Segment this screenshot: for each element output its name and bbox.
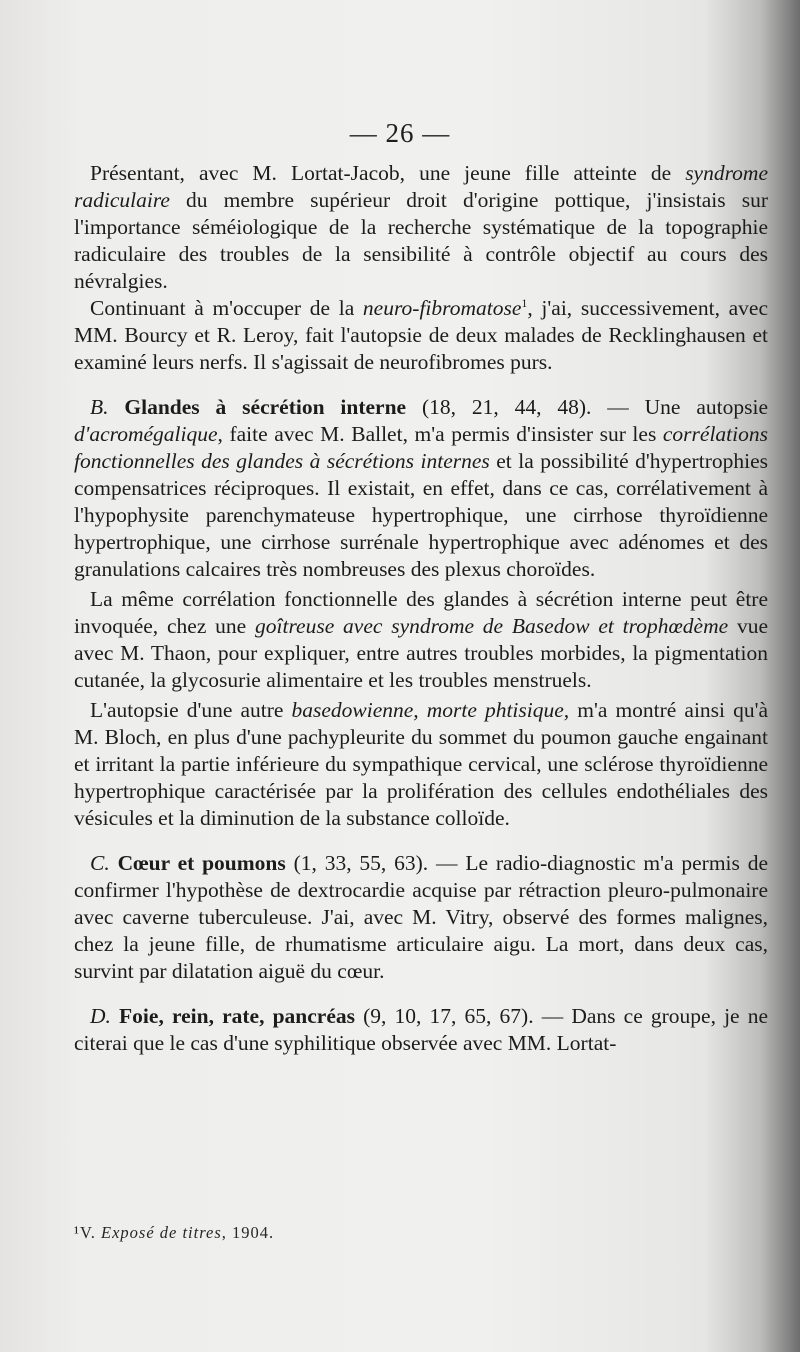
italic-term: syndrome radiculaire xyxy=(74,161,768,212)
text-run: L'autopsie d'une autre xyxy=(90,698,292,722)
section-heading: Foie, rein, rate, pancréas xyxy=(119,1004,355,1028)
paragraph-correlation xyxy=(74,586,768,694)
section-d-foie-rein xyxy=(74,1003,768,1057)
footnote-reference: 1 xyxy=(521,295,528,310)
footnote-title: Exposé de titres xyxy=(101,1223,222,1242)
footnote-suffix: , 1904. xyxy=(221,1223,275,1242)
text-run: La même corrélation fonctionnelle des glandes à sécrétion interne peut être invoquée, chez une xyxy=(74,587,768,638)
text-run: Présentant, avec M. Lortat-Jacob, une jeune fille atteinte de xyxy=(90,161,686,185)
italic-term: corrélations fonctionnelles des glandes à sécrétions internes xyxy=(74,422,768,473)
italic-term: goîtreuse avec syndrome de Basedow et trophœdème xyxy=(255,614,729,638)
section-heading: Cœur et poumons xyxy=(117,851,286,875)
body-text xyxy=(74,160,768,1057)
section-heading: Glandes à sécrétion interne xyxy=(124,395,407,419)
italic-term: d'acromégalique xyxy=(74,422,218,446)
text-run: , j'ai, successivement, avec MM. Bourcy et R. Leroy, fait l'autopsie de deux malades de Recklinghausen et examiné leurs nerfs. Il s'agissait de neurofibromes purs. xyxy=(74,296,768,374)
footnote-prefix: V. xyxy=(79,1223,101,1242)
text-run: Continuant à m'occuper de la xyxy=(90,296,363,320)
footnote xyxy=(74,1223,274,1243)
section-c-coeur-poumons xyxy=(74,850,768,985)
section-b-glandes xyxy=(74,394,768,583)
paragraph-neuro-fibromatose xyxy=(74,295,768,376)
text-run: et la possibilité d'hypertrophies compensatrices réciproques. Il existait, en effet, dans ce cas, corrélativement à l'hypophysite parenchymateuse hypertrophique, une cirrhose thyroïdienne hypertrophique, une cirrhose surrénale hypertrophique avec adénomes et des granulations calcaires très nombreuses des plexus choroïdes. xyxy=(74,449,768,581)
italic-term: neuro-fibromatose xyxy=(362,296,522,320)
paragraph-syndrome-radiculaire xyxy=(74,160,768,295)
section-letter: C. xyxy=(90,851,110,875)
text-run: (1, 33, 55, 63). — Le radio-diagnostic m'a permis de confirmer l'hypothèse de dextrocardie acquise par rétraction pleuro-pulmonaire avec caverne tuberculeuse. J'ai, avec M. Vitry, observé des formes malignes, chez la jeune fille, de rhumatisme articulaire aigu. La mort, dans deux cas, survint par dilatation aiguë du cœur. xyxy=(74,851,769,983)
text-run: vue avec M. Thaon, pour expliquer, entre autres troubles morbides, la pigmentation cutanée, la glycosurie alimentaire et les troubles menstruels. xyxy=(74,614,768,692)
text-run: du membre supérieur droit d'origine pottique, j'insistais sur l'importance séméiologique de la recherche systématique de la topographie radiculaire des troubles de la sensibilité à contrôle objectif au cours des névralgies. xyxy=(74,188,768,293)
text-run: , faite avec M. Ballet, m'a permis d'insister sur les xyxy=(217,422,663,446)
text-run: (18, 21, 44, 48). — Une autopsie xyxy=(406,395,768,419)
footnote-mark: ¹ xyxy=(74,1223,80,1242)
page-number: — 26 — xyxy=(349,118,451,148)
section-letter: D. xyxy=(90,1004,111,1028)
text-run: (9, 10, 17, 65, 67). — Dans ce groupe, je ne citerai que le cas d'une syphilitique observée avec MM. Lortat- xyxy=(74,1004,769,1055)
section-letter: B. xyxy=(90,395,109,419)
text-run: m'a montré ainsi qu'à M. Bloch, en plus d'une pachypleurite du sommet du poumon gauche engainant et irritant la partie inférieure du sympathique cervical, une sclérose thyroïdienne hypertrophique caractérisée par la prolifération des cellules endothéliales des vésicules et la diminution de la substance colloïde. xyxy=(74,698,768,830)
italic-term: basedowienne, morte phtisique, xyxy=(291,698,570,722)
paragraph-basedowienne xyxy=(74,697,768,832)
